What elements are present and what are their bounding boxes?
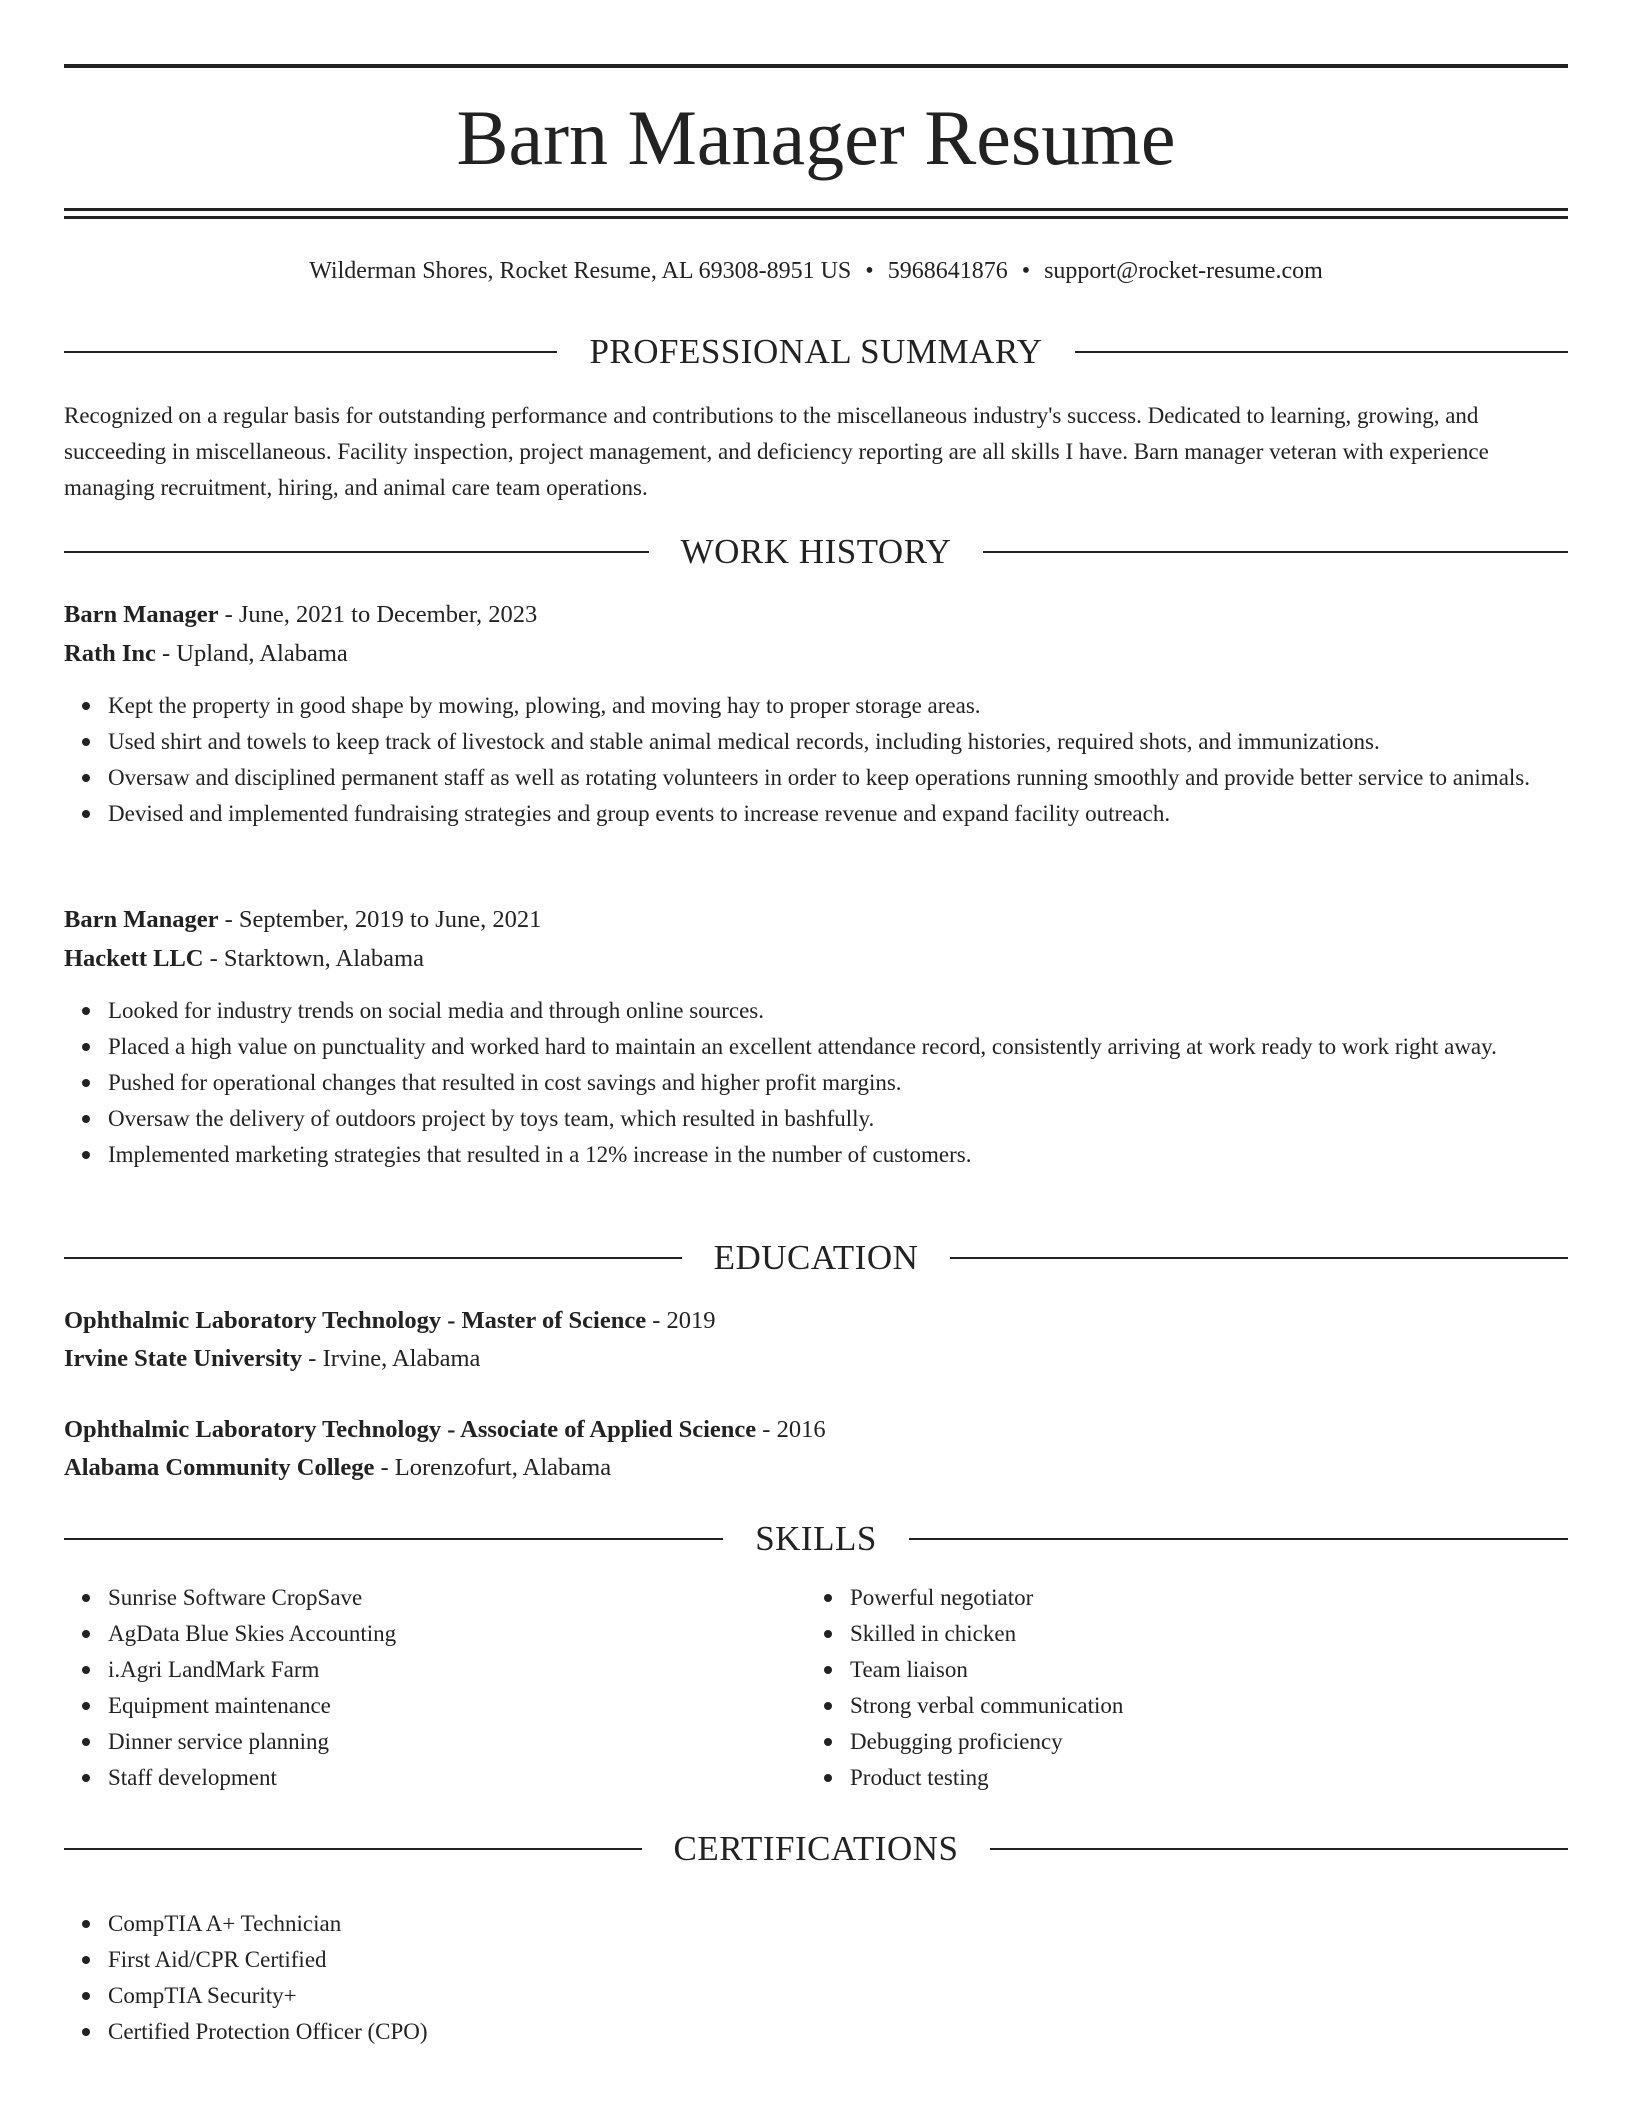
list-item: Oversaw the delivery of outdoors project by toys team, which resulted in bashfully. xyxy=(108,1101,1568,1137)
job-role: Barn Manager xyxy=(64,906,219,933)
heading-rule xyxy=(990,1848,1568,1850)
skills-list-right xyxy=(806,1580,1632,1796)
job-bullets xyxy=(64,993,1568,1173)
certification-item: CompTIA Security+ xyxy=(108,1978,1568,2014)
job-title-line xyxy=(64,597,537,633)
skill-item: Debugging proficiency xyxy=(850,1724,1632,1760)
degree-line xyxy=(64,1303,716,1339)
heading-rule xyxy=(64,1257,682,1259)
section-title: CERTIFICATIONS xyxy=(673,1829,959,1868)
heading-rule xyxy=(64,551,649,553)
job-title-line xyxy=(64,902,541,938)
skill-item: Skilled in chicken xyxy=(850,1616,1632,1652)
section-heading-certifications xyxy=(64,1827,1568,1871)
skill-item: Strong verbal communication xyxy=(850,1688,1632,1724)
section-title: PROFESSIONAL SUMMARY xyxy=(589,332,1043,371)
school-name: Irvine State University xyxy=(64,1345,303,1372)
certification-item: Certified Protection Officer (CPO) xyxy=(108,2014,1568,2050)
contact-email: support@rocket-resume.com xyxy=(1044,258,1323,284)
skill-item: i.Agri LandMark Farm xyxy=(108,1652,1568,1688)
summary-text: Recognized on a regular basis for outstanding performance and contributions to the miscellaneous industry's success. Dedicated to learning, growing, and succeeding in miscellaneous. Facility inspection, project management, and deficiency reporting are all skills I have. Barn manager veteran with experience managing recruitment, hiring, and animal care team operations. xyxy=(64,403,1489,500)
list-item: Pushed for operational changes that resulted in cost savings and higher profit margins. xyxy=(108,1065,1568,1101)
section-heading-skills xyxy=(64,1517,1568,1561)
heading-rule xyxy=(64,1538,723,1540)
degree-year: - 2016 xyxy=(756,1416,826,1443)
list-item: Used shirt and towels to keep track of livestock and stable animal medical records, including histories, required shots, and immunizations. xyxy=(108,724,1568,760)
top-rule xyxy=(64,64,1568,68)
job-bullets xyxy=(64,688,1568,832)
certification-item: CompTIA A+ Technician xyxy=(108,1906,1568,1942)
degree-year: - 2019 xyxy=(646,1307,716,1334)
list-item: Kept the property in good shape by mowing, plowing, and moving hay to proper storage areas. xyxy=(108,688,1568,724)
contact-line xyxy=(64,255,1568,287)
contact-phone: 5968641876 xyxy=(887,258,1008,284)
heading-rule xyxy=(909,1538,1568,1540)
skill-item: Product testing xyxy=(850,1760,1632,1796)
heading-rule xyxy=(950,1257,1568,1259)
job-company-line xyxy=(64,941,424,977)
heading-rule xyxy=(983,551,1568,553)
degree-name: Ophthalmic Laboratory Technology - Associate of Applied Science xyxy=(64,1416,757,1443)
job-dates: - September, 2019 to June, 2021 xyxy=(218,906,542,933)
certification-item: First Aid/CPR Certified xyxy=(108,1942,1568,1978)
contact-separator: • xyxy=(1021,258,1031,284)
section-title: WORK HISTORY xyxy=(680,532,952,571)
heading-rule xyxy=(64,351,557,353)
title-rule-upper xyxy=(64,208,1568,211)
list-item: Devised and implemented fundraising strategies and group events to increase revenue and expand facility outreach. xyxy=(108,796,1568,832)
school-line xyxy=(64,1341,480,1377)
section-title: SKILLS xyxy=(755,1519,877,1558)
section-heading-work xyxy=(64,530,1568,574)
section-title: EDUCATION xyxy=(713,1238,919,1277)
school-location: - Irvine, Alabama xyxy=(302,1345,481,1372)
section-heading-summary xyxy=(64,330,1568,374)
skill-item: Sunrise Software CropSave xyxy=(108,1580,1568,1616)
job-role: Barn Manager xyxy=(64,601,219,628)
list-item: Looked for industry trends on social media and through online sources. xyxy=(108,993,1568,1029)
school-line xyxy=(64,1450,611,1486)
contact-separator: • xyxy=(865,258,874,284)
skill-item: Equipment maintenance xyxy=(108,1688,1568,1724)
heading-rule xyxy=(64,1848,642,1850)
degree-line xyxy=(64,1412,826,1448)
degree-name: Ophthalmic Laboratory Technology - Master of Science xyxy=(64,1307,647,1334)
job-location: - Upland, Alabama xyxy=(155,640,348,667)
heading-rule xyxy=(1075,351,1568,353)
skill-item: Dinner service planning xyxy=(108,1724,1568,1760)
job-company: Hackett LLC xyxy=(64,945,204,972)
skill-item: Team liaison xyxy=(850,1652,1632,1688)
school-name: Alabama Community College xyxy=(64,1454,375,1481)
skill-item: Powerful negotiator xyxy=(850,1580,1632,1616)
list-item: Placed a high value on punctuality and worked hard to maintain an excellent attendance record, consistently arriving at work ready to work right away. xyxy=(108,1029,1568,1065)
skill-item: Staff development xyxy=(108,1760,1568,1796)
section-heading-education xyxy=(64,1236,1568,1280)
job-dates: - June, 2021 to December, 2023 xyxy=(218,601,538,628)
list-item: Oversaw and disciplined permanent staff as well as rotating volunteers in order to keep operations running smoothly and provide better service to animals. xyxy=(108,760,1568,796)
contact-address: Wilderman Shores, Rocket Resume, AL 69308-8951 US xyxy=(309,258,852,284)
certifications-list xyxy=(64,1906,1568,2050)
title-rule-lower xyxy=(64,216,1568,219)
job-company: Rath Inc xyxy=(64,640,156,667)
job-company-line xyxy=(64,636,348,672)
job-location: - Starktown, Alabama xyxy=(203,945,424,972)
page-title: Barn Manager Resume xyxy=(456,94,1176,181)
skill-item: AgData Blue Skies Accounting xyxy=(108,1616,1568,1652)
school-location: - Lorenzofurt, Alabama xyxy=(374,1454,612,1481)
list-item: Implemented marketing strategies that resulted in a 12% increase in the number of customers. xyxy=(108,1137,1568,1173)
